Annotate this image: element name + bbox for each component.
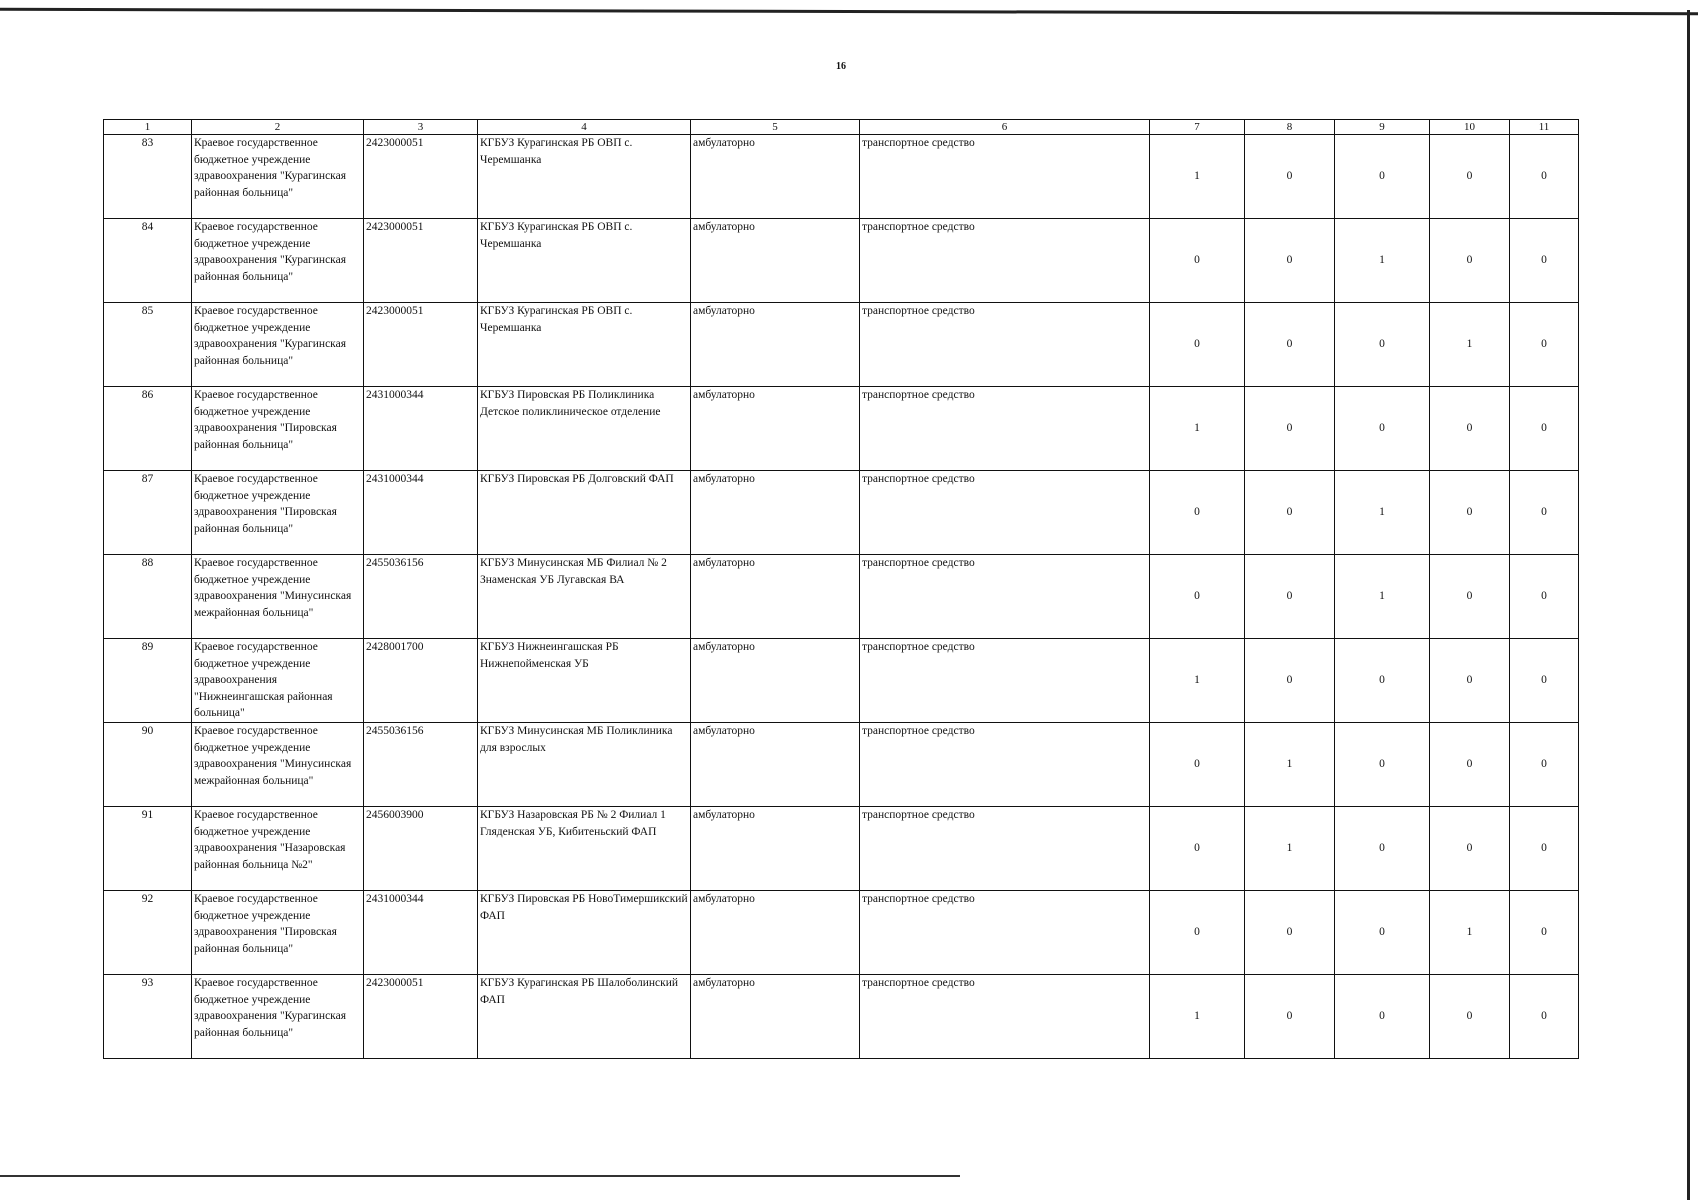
unit-cell: КГБУЗ Курагинская РБ ОВП с. Черемшанка xyxy=(478,135,691,219)
data-table xyxy=(103,119,1579,1059)
inn-cell: 2431000344 xyxy=(364,471,478,555)
unit-cell: КГБУЗ Курагинская РБ ОВП с. Черемшанка xyxy=(478,303,691,387)
care-form-cell: амбулаторно xyxy=(691,135,860,219)
care-form-cell: амбулаторно xyxy=(691,891,860,975)
count-cell-8: 0 xyxy=(1245,639,1335,723)
column-header: 4 xyxy=(478,120,691,135)
count-cell-10: 0 xyxy=(1430,135,1510,219)
count-cell-9: 0 xyxy=(1335,135,1430,219)
equipment-cell: транспортное средство xyxy=(860,807,1150,891)
count-cell-7: 0 xyxy=(1150,807,1245,891)
row-number-cell: 90 xyxy=(104,723,192,807)
unit-cell: КГБУЗ Пировская РБ Долговский ФАП xyxy=(478,471,691,555)
count-cell-8: 0 xyxy=(1245,219,1335,303)
scan-edge-bottom xyxy=(0,1175,960,1177)
count-cell-9: 0 xyxy=(1335,639,1430,723)
count-cell-8: 0 xyxy=(1245,555,1335,639)
count-cell-8: 0 xyxy=(1245,387,1335,471)
unit-cell: КГБУЗ Курагинская РБ Шалоболинский ФАП xyxy=(478,975,691,1059)
unit-cell: КГБУЗ Минусинская МБ Филиал № 2 Знаменская УБ Лугавская ВА xyxy=(478,555,691,639)
count-cell-11: 0 xyxy=(1510,471,1579,555)
count-cell-11: 0 xyxy=(1510,387,1579,471)
count-cell-7: 1 xyxy=(1150,975,1245,1059)
organization-cell: Краевое государственное бюджетное учреждение здравоохранения "Назаровская районная больница №2" xyxy=(192,807,364,891)
organization-cell: Краевое государственное бюджетное учреждение здравоохранения "Курагинская районная больница" xyxy=(192,303,364,387)
column-header: 3 xyxy=(364,120,478,135)
count-cell-11: 0 xyxy=(1510,219,1579,303)
count-cell-10: 0 xyxy=(1430,471,1510,555)
equipment-cell: транспортное средство xyxy=(860,975,1150,1059)
care-form-cell: амбулаторно xyxy=(691,639,860,723)
care-form-cell: амбулаторно xyxy=(691,975,860,1059)
table-row xyxy=(104,975,1579,1059)
count-cell-11: 0 xyxy=(1510,891,1579,975)
equipment-cell: транспортное средство xyxy=(860,891,1150,975)
equipment-cell: транспортное средство xyxy=(860,219,1150,303)
count-cell-10: 0 xyxy=(1430,975,1510,1059)
row-number-cell: 83 xyxy=(104,135,192,219)
row-number-cell: 88 xyxy=(104,555,192,639)
table-row xyxy=(104,891,1579,975)
count-cell-8: 0 xyxy=(1245,891,1335,975)
count-cell-10: 0 xyxy=(1430,555,1510,639)
unit-cell: КГБУЗ Нижнеингашская РБ Нижнепойменская УБ xyxy=(478,639,691,723)
count-cell-11: 0 xyxy=(1510,639,1579,723)
count-cell-7: 0 xyxy=(1150,303,1245,387)
table-row xyxy=(104,639,1579,723)
count-cell-7: 1 xyxy=(1150,387,1245,471)
equipment-cell: транспортное средство xyxy=(860,639,1150,723)
count-cell-10: 1 xyxy=(1430,891,1510,975)
column-header: 2 xyxy=(192,120,364,135)
care-form-cell: амбулаторно xyxy=(691,555,860,639)
organization-cell: Краевое государственное бюджетное учреждение здравоохранения "Минусинская межрайонная больница" xyxy=(192,723,364,807)
organization-cell: Краевое государственное бюджетное учреждение здравоохранения "Курагинская районная больница" xyxy=(192,975,364,1059)
inn-cell: 2455036156 xyxy=(364,723,478,807)
row-number-cell: 86 xyxy=(104,387,192,471)
row-number-cell: 85 xyxy=(104,303,192,387)
count-cell-10: 0 xyxy=(1430,723,1510,807)
column-header: 7 xyxy=(1150,120,1245,135)
inn-cell: 2456003900 xyxy=(364,807,478,891)
inn-cell: 2428001700 xyxy=(364,639,478,723)
table-row xyxy=(104,723,1579,807)
table-header-row xyxy=(104,120,1579,135)
column-header: 1 xyxy=(104,120,192,135)
count-cell-7: 0 xyxy=(1150,723,1245,807)
count-cell-7: 1 xyxy=(1150,639,1245,723)
organization-cell: Краевое государственное бюджетное учреждение здравоохранения "Минусинская межрайонная больница" xyxy=(192,555,364,639)
inn-cell: 2431000344 xyxy=(364,891,478,975)
organization-cell: Краевое государственное бюджетное учреждение здравоохранения "Пировская районная больница" xyxy=(192,387,364,471)
count-cell-10: 0 xyxy=(1430,639,1510,723)
unit-cell: КГБУЗ Минусинская МБ Поликлиника для взрослых xyxy=(478,723,691,807)
count-cell-8: 0 xyxy=(1245,975,1335,1059)
inn-cell: 2423000051 xyxy=(364,303,478,387)
unit-cell: КГБУЗ Курагинская РБ ОВП с. Черемшанка xyxy=(478,219,691,303)
scan-edge-top xyxy=(0,8,1698,15)
column-header: 6 xyxy=(860,120,1150,135)
table-row xyxy=(104,135,1579,219)
count-cell-8: 1 xyxy=(1245,723,1335,807)
table-row xyxy=(104,471,1579,555)
count-cell-9: 1 xyxy=(1335,555,1430,639)
inn-cell: 2423000051 xyxy=(364,135,478,219)
count-cell-10: 0 xyxy=(1430,219,1510,303)
count-cell-9: 0 xyxy=(1335,807,1430,891)
count-cell-11: 0 xyxy=(1510,555,1579,639)
inn-cell: 2431000344 xyxy=(364,387,478,471)
unit-cell: КГБУЗ Назаровская РБ № 2 Филиал 1 Гляденская УБ, Кибитеньский ФАП xyxy=(478,807,691,891)
care-form-cell: амбулаторно xyxy=(691,807,860,891)
count-cell-7: 0 xyxy=(1150,555,1245,639)
care-form-cell: амбулаторно xyxy=(691,723,860,807)
table-row xyxy=(104,303,1579,387)
inn-cell: 2455036156 xyxy=(364,555,478,639)
unit-cell: КГБУЗ Пировская РБ Поликлиника Детское поликлиническое отделение xyxy=(478,387,691,471)
row-number-cell: 91 xyxy=(104,807,192,891)
count-cell-11: 0 xyxy=(1510,975,1579,1059)
count-cell-8: 0 xyxy=(1245,135,1335,219)
count-cell-11: 0 xyxy=(1510,807,1579,891)
count-cell-11: 0 xyxy=(1510,303,1579,387)
inn-cell: 2423000051 xyxy=(364,219,478,303)
column-header: 5 xyxy=(691,120,860,135)
count-cell-8: 1 xyxy=(1245,807,1335,891)
unit-cell: КГБУЗ Пировская РБ НовоТимершикский ФАП xyxy=(478,891,691,975)
equipment-cell: транспортное средство xyxy=(860,303,1150,387)
care-form-cell: амбулаторно xyxy=(691,471,860,555)
row-number-cell: 84 xyxy=(104,219,192,303)
column-header: 9 xyxy=(1335,120,1430,135)
organization-cell: Краевое государственное бюджетное учреждение здравоохранения "Пировская районная больница" xyxy=(192,471,364,555)
column-header: 10 xyxy=(1430,120,1510,135)
count-cell-10: 0 xyxy=(1430,807,1510,891)
count-cell-9: 0 xyxy=(1335,975,1430,1059)
care-form-cell: амбулаторно xyxy=(691,219,860,303)
equipment-cell: транспортное средство xyxy=(860,471,1150,555)
count-cell-7: 0 xyxy=(1150,219,1245,303)
table-row xyxy=(104,807,1579,891)
row-number-cell: 92 xyxy=(104,891,192,975)
row-number-cell: 93 xyxy=(104,975,192,1059)
column-header: 11 xyxy=(1510,120,1579,135)
page-number: 16 xyxy=(836,61,846,72)
count-cell-7: 1 xyxy=(1150,135,1245,219)
count-cell-10: 0 xyxy=(1430,387,1510,471)
count-cell-9: 1 xyxy=(1335,219,1430,303)
count-cell-9: 0 xyxy=(1335,303,1430,387)
table-row xyxy=(104,555,1579,639)
organization-cell: Краевое государственное бюджетное учреждение здравоохранения "Пировская районная больница" xyxy=(192,891,364,975)
count-cell-9: 0 xyxy=(1335,891,1430,975)
equipment-cell: транспортное средство xyxy=(860,135,1150,219)
equipment-cell: транспортное средство xyxy=(860,723,1150,807)
count-cell-8: 0 xyxy=(1245,303,1335,387)
count-cell-7: 0 xyxy=(1150,471,1245,555)
count-cell-9: 0 xyxy=(1335,723,1430,807)
row-number-cell: 87 xyxy=(104,471,192,555)
count-cell-8: 0 xyxy=(1245,471,1335,555)
count-cell-11: 0 xyxy=(1510,135,1579,219)
equipment-cell: транспортное средство xyxy=(860,387,1150,471)
organization-cell: Краевое государственное бюджетное учреждение здравоохранения "Курагинская районная больница" xyxy=(192,135,364,219)
care-form-cell: амбулаторно xyxy=(691,303,860,387)
table-row xyxy=(104,387,1579,471)
count-cell-9: 0 xyxy=(1335,387,1430,471)
care-form-cell: амбулаторно xyxy=(691,387,860,471)
count-cell-9: 1 xyxy=(1335,471,1430,555)
count-cell-7: 0 xyxy=(1150,891,1245,975)
count-cell-10: 1 xyxy=(1430,303,1510,387)
table-row xyxy=(104,219,1579,303)
count-cell-11: 0 xyxy=(1510,723,1579,807)
equipment-cell: транспортное средство xyxy=(860,555,1150,639)
organization-cell: Краевое государственное бюджетное учреждение здравоохранения "Нижнеингашская районная больница" xyxy=(192,639,364,723)
organization-cell: Краевое государственное бюджетное учреждение здравоохранения "Курагинская районная больница" xyxy=(192,219,364,303)
scan-edge-right xyxy=(1687,10,1690,1200)
row-number-cell: 89 xyxy=(104,639,192,723)
column-header: 8 xyxy=(1245,120,1335,135)
inn-cell: 2423000051 xyxy=(364,975,478,1059)
